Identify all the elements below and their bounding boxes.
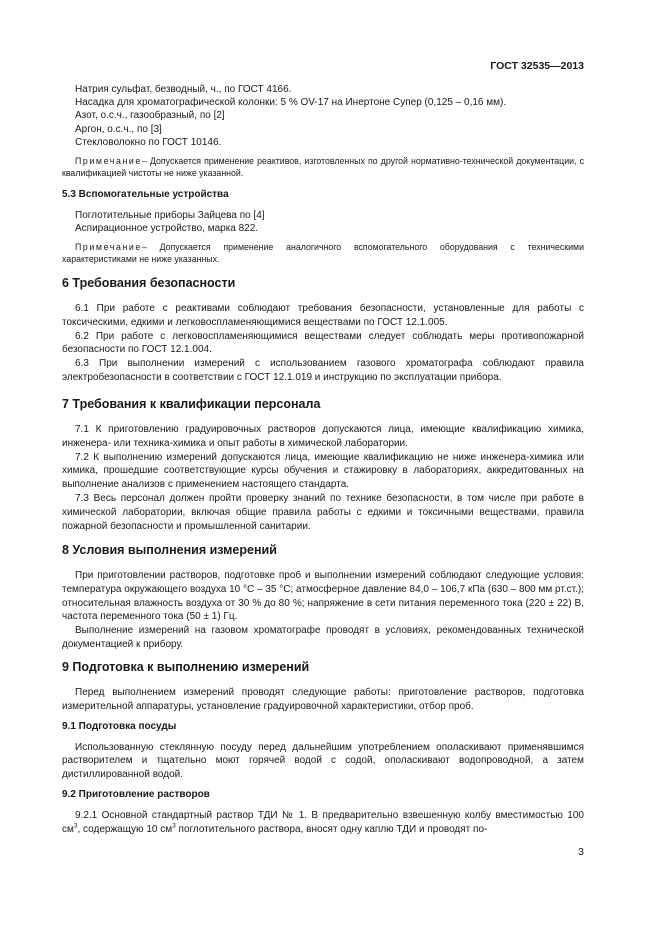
- paragraph: 7.2 К выполнению измерений допускаются лица, имеющие квалификацию не ниже инженера-химика или химика, прошедшие соответствующие курсы обучения и стажировку в лабораториях, аккредитованных на выполнение анализов с применением настоящего стандарта.: [62, 451, 584, 491]
- note: Примечание– Допускается применение реактивов, изготовленных по другой нормативно-технической документации, с квалификацией чистоты не ниже указанной.: [62, 156, 584, 178]
- section-6: [62, 276, 584, 385]
- paragraph: 9.2.1 Основной стандартный раствор ТДИ № 1. В предварительно взвешенную колбу вместимостью 100 $см^3$, содержащую 10 $см^3$ поглотительного раствора, вносят одну каплю ТДИ и проводят по-: [62, 809, 584, 835]
- list-item: Стекловолокно по ГОСТ 10146.: [75, 136, 222, 148]
- section-7: [62, 397, 584, 533]
- list-item: Аспирационное устройство, марка 822.: [75, 223, 259, 235]
- page-number: 3: [578, 846, 584, 858]
- document-header: ГОСТ 32535—2013: [490, 60, 584, 72]
- subsection-heading: 9.1 Подготовка посуды: [62, 720, 177, 732]
- paragraph: Перед выполнением измерений проводят следующие работы: приготовление растворов, подготовка измерительной аппаратуры, установление градуировочной характеристики, отбор проб.: [62, 687, 584, 712]
- section-heading: 7 Требования к квалификации персонала: [62, 397, 321, 411]
- note: Примечание– Допускается применение аналогичного вспомогательного оборудования с техническими характеристиками не ниже указанных.: [62, 242, 584, 264]
- reagents-list: [62, 83, 584, 149]
- paragraph: Выполнение измерений на газовом хроматографе проводят в условиях, рекомендованных технической документацией к прибору.: [62, 625, 584, 650]
- list-item: Натрия сульфат, безводный, ч., по ГОСТ 4166.: [75, 84, 292, 95]
- paragraph: 6.1 При работе с реактивами соблюдают требования безопасности, установленные для работы с токсическими, едкими и легковоспламеняющимися веществами по ГОСТ 12.1.005.: [62, 303, 584, 328]
- paragraph: 7.3 Весь персонал должен пройти проверку знаний по технике безопасности, в том числе при работе в химической лаборатории, включая общие правила работы с едкими и токсичными веществами, правила пожарной безопасности и промышленной санитарии.: [62, 492, 584, 532]
- section-heading: 8 Условия выполнения измерений: [62, 543, 277, 557]
- paragraph: 6.3 При выполнении измерений с использованием газового хроматографа соблюдают правила электробезопасности в соответствии с ГОСТ 12.1.019 и инструкцию по эксплуатации прибора.: [62, 358, 584, 383]
- paragraph: 6.2 При работе с легковоспламеняющимися веществами следует соблюдать меры противопожарной безопасности по ГОСТ 12.1.004.: [62, 330, 584, 356]
- section-heading: 6 Требования безопасности: [62, 276, 236, 290]
- subsection-heading: 9.2 Приготовление растворов: [62, 788, 210, 800]
- list-item: Аргон, о.с.ч., по [3]: [75, 123, 162, 135]
- paragraph: 7.1 К приготовлению градуировочных растворов допускаются лица, имеющие квалификацию химика, инженера- или техника-химика и опыт работы в химической лаборатории.: [62, 424, 584, 449]
- list-item: Поглотительные приборы Зайцева по [4]: [75, 210, 265, 221]
- section-9: [62, 660, 584, 837]
- section-5-3: [62, 188, 584, 235]
- section-heading: 5.3 Вспомогательные устройства: [62, 189, 229, 200]
- paragraph: При приготовлении растворов, подготовке проб и выполнении измерений соблюдают следующие условия: температура окружающего воздуха 10 °С – 35 °С; атмосферное давление 84,0 – 106,7 кПа (630 – 800 мм рт.ст.); относительная влажность воздуха от 30 % до 80 %; напряжение в сети питания переменного тока (220 ± 22) В, частота переменного тока (50 ± 1) Гц.: [62, 570, 584, 623]
- section-heading: 9 Подготовка к выполнению измерений: [62, 660, 310, 674]
- paragraph: Использованную стеклянную посуду перед дальнейшим употреблением ополаскивают применявшимся растворителем и тщательно моют горячей водой с содой, ополаскивают водопроводной, а затем дистиллированной водой.: [62, 741, 584, 781]
- section-8: [62, 543, 584, 652]
- list-item: Азот, о.с.ч., газообразный, по [2]: [75, 110, 225, 122]
- list-item: Насадка для хроматографической колонки: 5 % OV-17 на Инертоне Супер (0,125 – 0,16 мм).: [75, 97, 507, 109]
